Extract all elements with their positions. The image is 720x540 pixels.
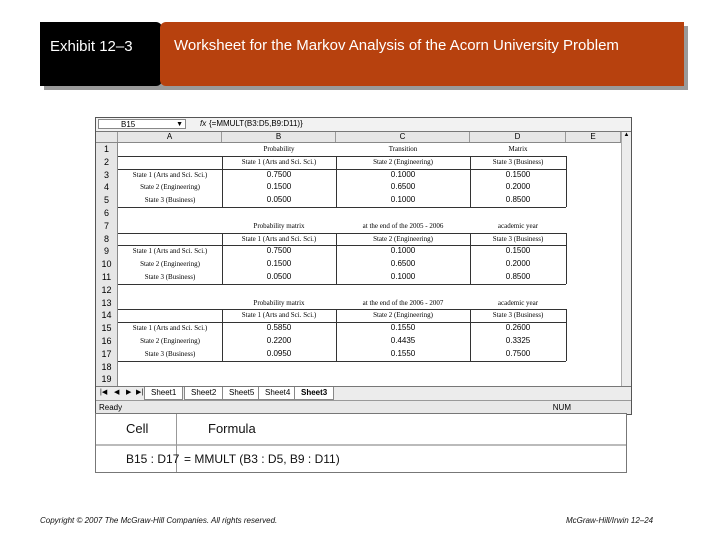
row-header[interactable]: 3 (96, 169, 118, 182)
cell-c11[interactable]: 0.1000 (390, 272, 416, 281)
cell-d13[interactable]: academic year (497, 298, 539, 307)
last-sheet-icon[interactable]: ▶| (136, 389, 144, 396)
row-header[interactable]: 18 (96, 361, 118, 374)
grid-line (566, 309, 567, 360)
cell-grid (96, 143, 631, 386)
cell-b8[interactable]: State 1 (Arts and Sci. Sci.) (241, 234, 317, 243)
scroll-up-icon[interactable]: ▲ (623, 132, 630, 138)
cell-a11[interactable]: State 3 (Business) (144, 273, 196, 281)
next-sheet-icon[interactable]: ▶ (126, 389, 132, 396)
cell-a5[interactable]: State 3 (Business) (144, 196, 196, 205)
cell-d17[interactable]: 0.7500 (505, 348, 531, 358)
cell-d15[interactable]: 0.2600 (505, 323, 531, 333)
formula-column-header: Formula (208, 421, 256, 436)
cell-c8[interactable]: State 2 (Engineering) (373, 234, 433, 243)
cell-b13[interactable]: Probability matrix (253, 298, 305, 307)
cell-c1[interactable]: Transition (388, 145, 418, 153)
cell-a4[interactable]: State 2 (Engineering) (140, 183, 200, 192)
exhibit-label: Exhibit 12–3 (50, 38, 133, 55)
row-header[interactable]: 15 (96, 322, 118, 335)
sheet-tab[interactable]: Sheet1 (144, 387, 183, 400)
cell-c5[interactable]: 0.1000 (390, 195, 416, 205)
spreadsheet-window (95, 117, 632, 415)
fx-icon: fx (200, 119, 207, 128)
grid-line (470, 156, 471, 207)
cell-a7[interactable] (118, 220, 222, 233)
status-text: Ready (99, 403, 123, 412)
cell-d10[interactable]: 0.2000 (505, 259, 531, 269)
cell-c14[interactable]: State 2 (Engineering) (373, 311, 433, 320)
cell-column-header: Cell (126, 421, 149, 436)
cell-a2[interactable] (118, 156, 222, 169)
cell-b12[interactable] (222, 284, 336, 297)
row-header[interactable]: 16 (96, 335, 118, 348)
cell-a18[interactable] (118, 361, 222, 374)
column-header-c[interactable]: C (336, 132, 470, 142)
grid-line (118, 361, 566, 362)
row-header[interactable]: 14 (96, 309, 118, 322)
column-header-d[interactable]: D (470, 132, 566, 142)
row-header[interactable]: 9 (96, 245, 118, 258)
first-sheet-icon[interactable]: |◀ (100, 389, 108, 396)
cell-c7[interactable]: at the end of the 2005 - 2006 (362, 221, 444, 230)
cell-a15[interactable]: State 1 (Arts and Sci. Sci.) (132, 324, 208, 333)
cell-a12[interactable] (118, 284, 222, 297)
row-header[interactable]: 11 (96, 271, 118, 284)
cell-b4[interactable]: 0.1500 (266, 182, 292, 192)
row-header[interactable]: 17 (96, 348, 118, 361)
cell-c16[interactable]: 0.4435 (390, 336, 416, 345)
cell-a17[interactable]: State 3 (Business) (144, 349, 196, 358)
cell-d1[interactable]: Matrix (508, 145, 528, 153)
row-header[interactable]: 10 (96, 258, 118, 271)
row-header[interactable]: 13 (96, 297, 118, 310)
cell-c4[interactable]: 0.6500 (390, 182, 416, 192)
row-header[interactable]: 8 (96, 233, 118, 246)
cell-b2[interactable]: State 1 (Arts and Sci. Sci.) (241, 157, 317, 166)
cell-c17[interactable]: 0.1550 (390, 348, 416, 358)
row-header[interactable]: 5 (96, 194, 118, 207)
name-box[interactable] (98, 119, 186, 129)
corner-select-all[interactable] (96, 132, 118, 142)
cell-d12[interactable] (470, 284, 566, 297)
cell-d4[interactable]: 0.2000 (505, 182, 531, 192)
cell-c6[interactable] (336, 207, 470, 220)
row-header[interactable]: 2 (96, 156, 118, 169)
grid-line (118, 169, 566, 170)
cell-b14[interactable]: State 1 (Arts and Sci. Sci.) (241, 311, 317, 320)
row-header[interactable]: 19 (96, 373, 118, 386)
cell-a13[interactable] (118, 297, 222, 310)
cell-b6[interactable] (222, 207, 336, 220)
row-header[interactable]: 4 (96, 181, 118, 194)
copyright-text: Copyright © 2007 The McGraw-Hill Companies. All rights reserved. (40, 516, 278, 525)
cell-a9[interactable]: State 1 (Arts and Sci. Sci.) (132, 247, 208, 256)
cell-c10[interactable]: 0.6500 (390, 259, 416, 269)
grid-line (470, 309, 471, 360)
formula-text: = MMULT (B3 : D5, B9 : D11) (184, 452, 340, 466)
cell-a8[interactable] (118, 233, 222, 246)
cell-d7[interactable]: academic year (497, 221, 539, 230)
cell-c2[interactable]: State 2 (Engineering) (373, 157, 433, 166)
grid-line (118, 233, 566, 234)
grid-line (336, 156, 337, 207)
cell-b9[interactable]: 0.7500 (266, 246, 292, 256)
cell-c9[interactable]: 0.1000 (390, 246, 416, 256)
grid-line (222, 156, 223, 207)
column-header-b[interactable]: B (222, 132, 336, 142)
status-bar (96, 400, 631, 414)
cell-b1[interactable]: Probability (263, 145, 295, 153)
grid-line (470, 233, 471, 284)
grid-line (118, 245, 566, 246)
cell-b15[interactable]: 0.5850 (266, 323, 292, 333)
num-lock-indicator: NUM (552, 403, 571, 412)
grid-line (336, 233, 337, 284)
column-headers (96, 132, 631, 143)
cell-b11[interactable]: 0.0500 (266, 272, 292, 281)
cell-d14[interactable]: State 3 (Business) (492, 311, 544, 320)
grid-line (222, 233, 223, 284)
row-header[interactable]: 1 (96, 143, 118, 156)
cell-a6[interactable] (118, 207, 222, 220)
cell-b5[interactable]: 0.0500 (266, 195, 292, 205)
exhibit-label-box (40, 22, 162, 86)
cell-c18[interactable] (336, 361, 470, 374)
grid-line (118, 309, 566, 310)
prev-sheet-icon[interactable]: ◀ (114, 389, 120, 396)
cell-b17[interactable]: 0.0950 (266, 348, 292, 358)
grid-line (118, 284, 566, 285)
cell-c3[interactable]: 0.1000 (390, 169, 416, 179)
sheet-tab[interactable]: Sheet5 (222, 387, 261, 400)
name-box-value: B15 (121, 120, 136, 129)
cell-d11[interactable]: 0.8500 (505, 272, 531, 281)
grid-line (222, 309, 223, 360)
title-box (160, 22, 684, 86)
grid-line (118, 156, 566, 157)
sheet-tab[interactable]: Sheet2 (184, 387, 223, 400)
cell-b7[interactable]: Probability matrix (253, 221, 305, 230)
grid-line (566, 233, 567, 284)
cell-d3[interactable]: 0.1500 (505, 169, 531, 179)
sheet-tab-active[interactable]: Sheet3 (294, 387, 334, 400)
cell-a19[interactable] (118, 373, 222, 386)
cell-a10[interactable]: State 2 (Engineering) (140, 260, 200, 269)
row-header[interactable]: 6 (96, 207, 118, 220)
cell-b3[interactable]: 0.7500 (266, 169, 292, 179)
cell-d2[interactable]: State 3 (Business) (492, 157, 544, 166)
cell-c12[interactable] (336, 284, 470, 297)
cell-a3[interactable]: State 1 (Arts and Sci. Sci.) (132, 170, 208, 179)
sheet-tabs-bar (96, 386, 631, 400)
cell-c13[interactable]: at the end of the 2006 - 2007 (362, 298, 444, 307)
cell-d19[interactable] (470, 373, 566, 386)
page-number: McGraw-Hill/Irwin 12–24 (566, 516, 654, 525)
row-header[interactable]: 7 (96, 220, 118, 233)
dropdown-arrow-icon[interactable]: ▼ (176, 121, 183, 128)
cell-a16[interactable]: State 2 (Engineering) (140, 337, 200, 345)
grid-line (336, 309, 337, 360)
cell-b19[interactable] (222, 373, 336, 386)
cell-c15[interactable]: 0.1550 (390, 323, 416, 333)
formula-input[interactable]: {=MMULT(B3:D5,B9:D11)} (209, 119, 303, 128)
cell-d5[interactable]: 0.8500 (505, 195, 531, 205)
cell-d6[interactable] (470, 207, 566, 220)
column-header-e[interactable]: E (566, 132, 621, 142)
formula-bar (96, 118, 631, 132)
cell-a1[interactable] (118, 143, 222, 156)
cell-d8[interactable]: State 3 (Business) (492, 234, 544, 243)
cell-b18[interactable] (222, 361, 336, 374)
cell-b10[interactable]: 0.1500 (266, 259, 292, 269)
cell-range: B15 : D17 (126, 452, 180, 466)
vertical-scrollbar[interactable] (621, 132, 631, 388)
cell-formula-table (95, 413, 627, 473)
grid-line (118, 322, 566, 323)
cell-d16[interactable]: 0.3325 (505, 336, 531, 345)
grid-line (118, 207, 566, 208)
sheet-tab[interactable]: Sheet4 (258, 387, 297, 400)
cell-a14[interactable] (118, 309, 222, 322)
cell-d18[interactable] (470, 361, 566, 374)
column-header-a[interactable]: A (118, 132, 222, 142)
row-header[interactable]: 12 (96, 284, 118, 297)
cell-b16[interactable]: 0.2200 (266, 336, 292, 345)
cell-d9[interactable]: 0.1500 (505, 246, 531, 256)
slide-title: Worksheet for the Markov Analysis of the Acorn University Problem (174, 37, 619, 54)
cell-c19[interactable] (336, 373, 470, 386)
grid-line (566, 156, 567, 207)
